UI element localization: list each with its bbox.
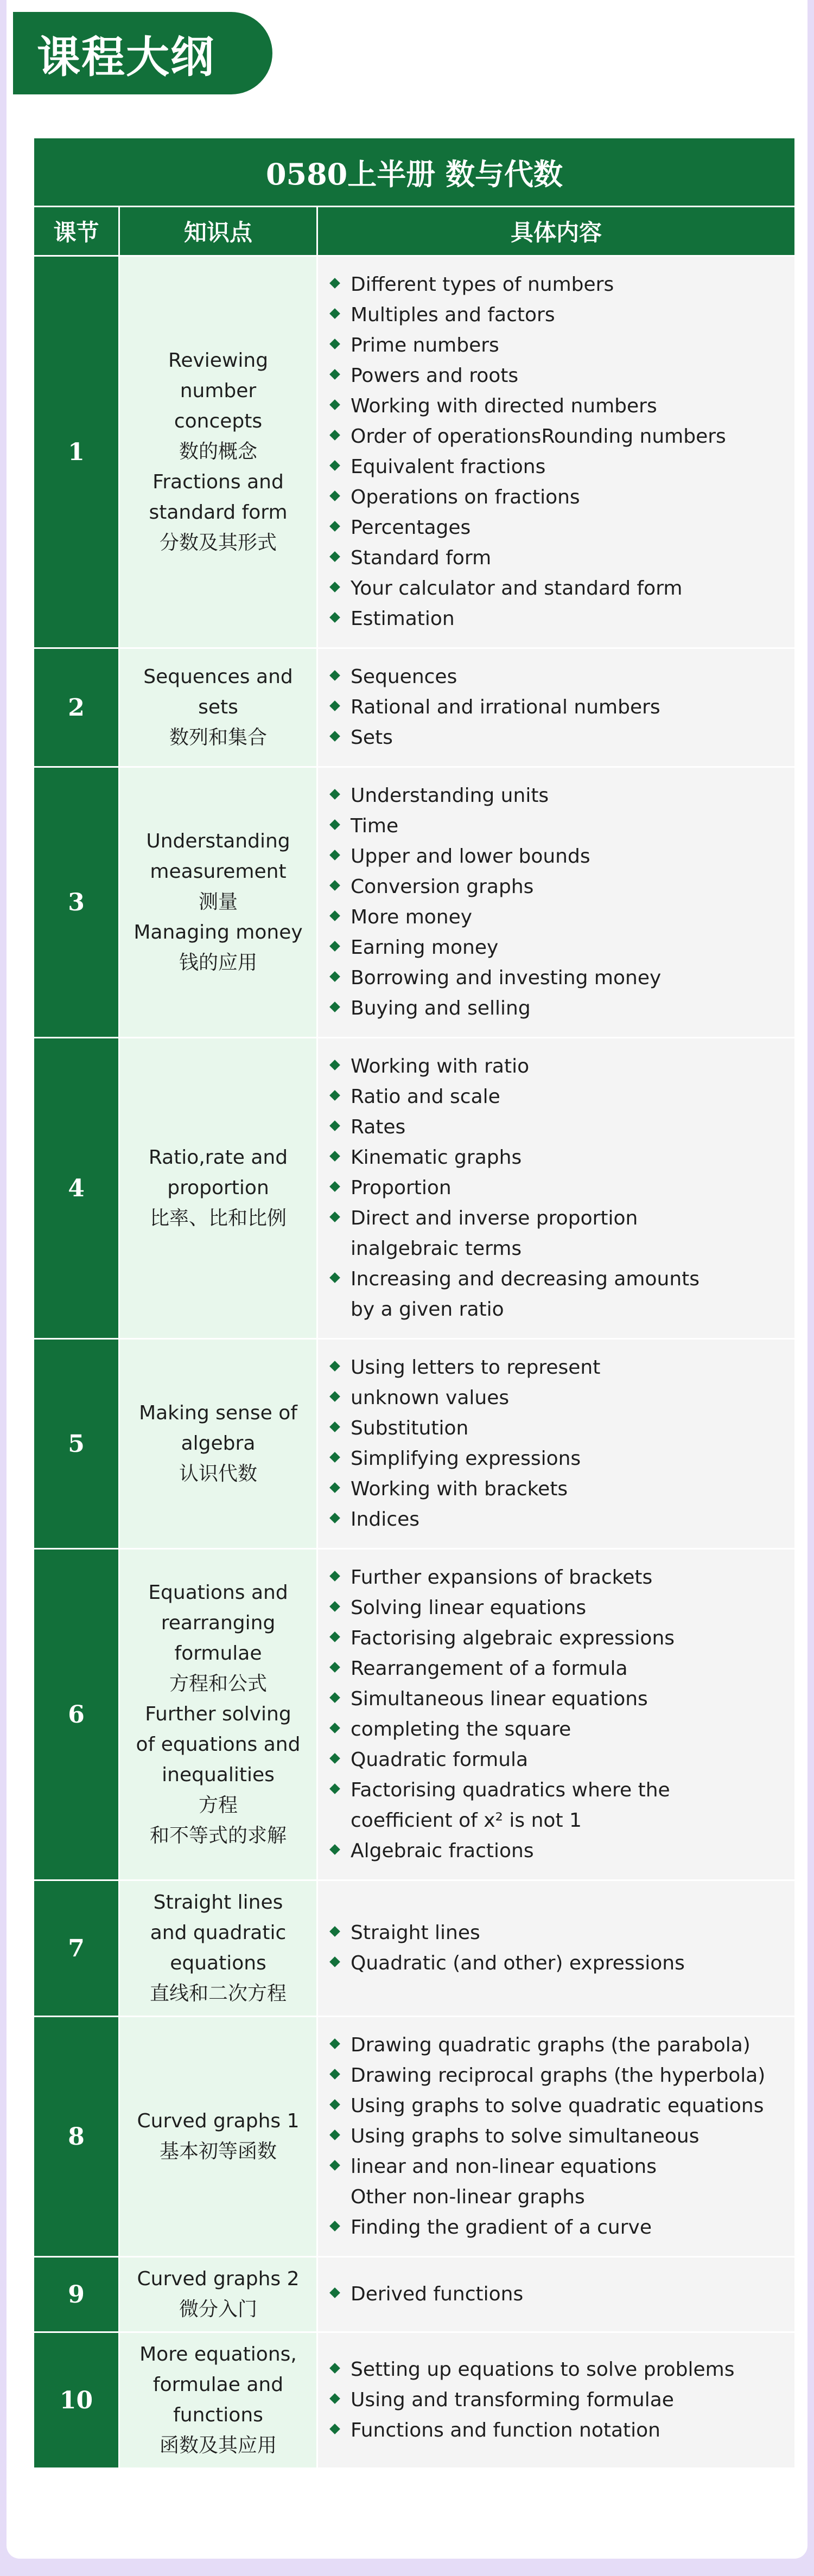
content-item: [329, 270, 789, 300]
content-item-text: Sequences: [351, 666, 457, 688]
content-item-text: Multiples and factors: [351, 304, 555, 326]
content-item-text: Further expansions of brackets: [351, 1566, 653, 1589]
content-item: [329, 872, 789, 902]
content-item-continuation: [329, 1806, 789, 1836]
table-row: [34, 2332, 796, 2469]
content-item: [329, 1593, 789, 1623]
lesson-number: 9: [34, 2257, 119, 2332]
table-row: [34, 2017, 796, 2257]
content-item-text: unknown values: [351, 1387, 510, 1409]
table-row: [34, 1038, 796, 1339]
content-item-text: Using letters to represent: [351, 1356, 601, 1379]
content-item: [329, 963, 789, 993]
diamond-bullet-icon: [329, 941, 340, 952]
diamond-bullet-icon: [329, 850, 340, 860]
topic-line: algebra: [181, 1432, 256, 1455]
content-item-text: Factorising quadratics where the: [351, 1779, 670, 1801]
content-list: [329, 270, 789, 634]
content-item: [329, 330, 789, 361]
table-row: [34, 1880, 796, 2017]
content-item-continuation: [329, 2182, 789, 2212]
content-item: [329, 2061, 789, 2091]
content-list: [329, 1353, 789, 1535]
syllabus-table: [33, 137, 796, 2469]
diamond-bullet-icon: [329, 1002, 340, 1012]
syllabus-page: [7, 0, 807, 2559]
diamond-bullet-icon: [329, 2038, 340, 2049]
content-item-text: Time: [351, 815, 399, 837]
content-item: [329, 2121, 789, 2152]
content-item: [329, 2091, 789, 2121]
diamond-bullet-icon: [329, 369, 340, 380]
content-item-text: Simplifying expressions: [351, 1448, 581, 1470]
column-header-topic: 知识点: [119, 207, 317, 256]
diamond-bullet-icon: [329, 551, 340, 562]
diamond-bullet-icon: [329, 1361, 340, 1372]
content-item-text: Finding the gradient of a curve: [351, 2216, 652, 2239]
content-item: [329, 723, 789, 753]
topic-line: rearranging: [161, 1612, 276, 1634]
topic-line: 方程和公式: [169, 1673, 267, 1695]
topic-line: 数的概念: [179, 441, 257, 463]
diamond-bullet-icon: [329, 1692, 340, 1703]
content-item-continuation: [329, 1295, 789, 1325]
content-item: [329, 933, 789, 963]
diamond-bullet-icon: [329, 1272, 340, 1283]
content-item: [329, 1203, 789, 1234]
content-item-continuation: [329, 1234, 789, 1264]
topic-line: functions: [173, 2404, 263, 2426]
diamond-bullet-icon: [329, 1723, 340, 1733]
diamond-bullet-icon: [329, 1482, 340, 1493]
column-header-content: 具体内容: [317, 207, 796, 256]
content-item: [329, 692, 789, 723]
diamond-bullet-icon: [329, 1421, 340, 1432]
content-item: [329, 1353, 789, 1383]
topic-line: Curved graphs 2: [137, 2268, 300, 2290]
diamond-bullet-icon: [329, 2287, 340, 2298]
content-list: [329, 2279, 789, 2310]
content-list: [329, 781, 789, 1024]
section-title: 课程大纲: [13, 12, 272, 94]
content-item-text: Rational and irrational numbers: [351, 696, 660, 718]
syllabus-table-container: [33, 137, 794, 2469]
content-item-text: Upper and lower bounds: [351, 845, 590, 868]
topic-line: Straight lines: [153, 1891, 283, 1914]
topic-line: Ratio,rate and: [148, 1146, 288, 1169]
diamond-bullet-icon: [329, 2160, 340, 2171]
content-item-text: Your calculator and standard form: [351, 577, 683, 600]
diamond-bullet-icon: [329, 1181, 340, 1192]
topic-cell: [119, 648, 317, 767]
content-item: [329, 1143, 789, 1173]
topic-line: 比率、比和比例: [149, 1207, 287, 1229]
diamond-bullet-icon: [329, 880, 340, 891]
diamond-bullet-icon: [329, 308, 340, 319]
content-item-text: Proportion: [351, 1177, 451, 1199]
content-item: [329, 841, 789, 872]
content-item: [329, 993, 789, 1024]
topic-line: Further solving: [145, 1703, 291, 1725]
content-item-text: Factorising algebraic expressions: [351, 1627, 675, 1649]
lesson-number: 10: [34, 2332, 119, 2469]
content-item-text: Substitution: [351, 1417, 469, 1439]
content-item: [329, 1654, 789, 1684]
content-item-text: Different types of numbers: [351, 273, 614, 296]
content-cell: [317, 2257, 796, 2332]
content-item: [329, 1684, 789, 1714]
content-list: [329, 1918, 789, 1979]
topic-cell: [119, 2257, 317, 2332]
content-item: [329, 1173, 789, 1203]
topic-line: 直线和二次方程: [149, 1982, 287, 2005]
diamond-bullet-icon: [329, 971, 340, 982]
topic-cell: [119, 2332, 317, 2469]
diamond-bullet-icon: [329, 1926, 340, 1937]
lesson-number: 2: [34, 648, 119, 767]
content-item: [329, 781, 789, 811]
content-item-text: inalgebraic terms: [351, 1238, 522, 1260]
topic-line: 钱的应用: [179, 952, 257, 974]
diamond-bullet-icon: [329, 2393, 340, 2404]
topic-line: equations: [170, 1952, 266, 1974]
diamond-bullet-icon: [329, 1844, 340, 1855]
content-item-text: Equivalent fractions: [351, 456, 546, 478]
content-item-text: Rates: [351, 1116, 406, 1138]
topic-line: 方程: [198, 1794, 238, 1816]
content-item-text: Sets: [351, 726, 393, 749]
topic-line: 微分入门: [179, 2298, 257, 2320]
content-item-text: Order of operationsRounding numbers: [351, 425, 726, 448]
lesson-number: 1: [34, 256, 119, 648]
diamond-bullet-icon: [329, 700, 340, 711]
topic-line: standard form: [149, 501, 288, 524]
content-item: [329, 300, 789, 330]
diamond-bullet-icon: [329, 1090, 340, 1101]
content-item: [329, 543, 789, 573]
topic-cell: [119, 2017, 317, 2257]
topic-line: Making sense of: [139, 1402, 297, 1424]
topic-cell: [119, 1549, 317, 1880]
diamond-bullet-icon: [329, 2363, 340, 2374]
content-cell: [317, 1339, 796, 1549]
topic-line: proportion: [167, 1177, 269, 1199]
content-item: [329, 2212, 789, 2243]
table-header-row: [34, 207, 796, 256]
content-item: [329, 1563, 789, 1593]
diamond-bullet-icon: [329, 1151, 340, 1162]
content-item-text: Algebraic fractions: [351, 1840, 534, 1862]
table-row: [34, 648, 796, 767]
topic-cell: [119, 1339, 317, 1549]
content-item-text: Indices: [351, 1508, 419, 1531]
content-item: [329, 1264, 789, 1295]
topic-line: Managing money: [133, 921, 303, 943]
content-cell: [317, 648, 796, 767]
content-item-text: Powers and roots: [351, 365, 519, 387]
content-item-text: Rearrangement of a formula: [351, 1657, 628, 1680]
content-item: [329, 513, 789, 543]
topic-line: 认识代数: [179, 1463, 257, 1485]
topic-line: 分数及其形式: [159, 532, 277, 554]
table-row: [34, 1339, 796, 1549]
content-item-text: Ratio and scale: [351, 1086, 500, 1108]
content-item: [329, 2415, 789, 2446]
content-item-text: Drawing quadratic graphs (the parabola): [351, 2034, 751, 2056]
content-item-text: Quadratic (and other) expressions: [351, 1952, 685, 1974]
content-item: [329, 1051, 789, 1082]
content-item-text: Direct and inverse proportion: [351, 1207, 638, 1229]
content-item: [329, 1714, 789, 1745]
topic-line: number: [180, 380, 257, 402]
content-item-text: Operations on fractions: [351, 486, 580, 508]
content-item: [329, 422, 789, 452]
topic-line: inequalities: [162, 1764, 275, 1786]
topic-line: Fractions and: [152, 471, 284, 493]
column-header-lesson: 课节: [34, 207, 119, 256]
content-item: [329, 811, 789, 841]
diamond-bullet-icon: [329, 731, 340, 742]
topic-line: Understanding: [146, 830, 290, 852]
diamond-bullet-icon: [329, 399, 340, 410]
diamond-bullet-icon: [329, 1212, 340, 1222]
content-item-text: Using graphs to solve quadratic equations: [351, 2095, 764, 2117]
content-item-text: Kinematic graphs: [351, 1146, 522, 1169]
content-list: [329, 2355, 789, 2446]
diamond-bullet-icon: [329, 460, 340, 471]
diamond-bullet-icon: [329, 2129, 340, 2140]
content-cell: [317, 1549, 796, 1880]
content-item: [329, 1775, 789, 1806]
content-item: [329, 604, 789, 634]
content-item: [329, 482, 789, 513]
diamond-bullet-icon: [329, 1783, 340, 1794]
content-item-text: completing the square: [351, 1718, 571, 1740]
content-item: [329, 1745, 789, 1775]
topic-cell: [119, 767, 317, 1038]
content-item: [329, 902, 789, 933]
content-item-text: Buying and selling: [351, 997, 531, 1019]
content-item-text: linear and non-linear equations: [351, 2156, 657, 2178]
diamond-bullet-icon: [329, 1452, 340, 1463]
diamond-bullet-icon: [329, 1571, 340, 1582]
content-item-text: Working with ratio: [351, 1055, 530, 1077]
topic-line: formulae and: [152, 2374, 284, 2396]
topic-line: 和不等式的求解: [149, 1825, 287, 1847]
content-item-text: Using graphs to solve simultaneous: [351, 2125, 699, 2147]
topic-line: Curved graphs 1: [137, 2110, 300, 2132]
content-item-text: by a given ratio: [351, 1298, 504, 1321]
table-row: [34, 256, 796, 648]
content-item: [329, 1112, 789, 1143]
content-item-text: Estimation: [351, 608, 455, 630]
table-title-row: [34, 138, 796, 207]
lesson-number: 8: [34, 2017, 119, 2257]
diamond-bullet-icon: [329, 2424, 340, 2434]
diamond-bullet-icon: [329, 670, 340, 681]
content-item: [329, 1623, 789, 1654]
content-item: [329, 1383, 789, 1413]
table-row: [34, 1549, 796, 1880]
content-item-text: Increasing and decreasing amounts: [351, 1268, 700, 1290]
topic-cell: [119, 1038, 317, 1339]
content-cell: [317, 2017, 796, 2257]
content-item-text: Solving linear equations: [351, 1597, 587, 1619]
topic-cell: [119, 256, 317, 648]
topic-line: More equations,: [139, 2343, 297, 2365]
content-item-text: Drawing reciprocal graphs (the hyperbola): [351, 2064, 766, 2087]
diamond-bullet-icon: [329, 819, 340, 830]
topic-line: 测量: [198, 891, 238, 913]
topic-line: concepts: [174, 410, 263, 432]
content-item-text: Working with brackets: [351, 1478, 568, 1500]
content-item-text: Other non-linear graphs: [351, 2186, 585, 2208]
topic-line: and quadratic: [150, 1922, 287, 1944]
table-row: [34, 767, 796, 1038]
content-cell: [317, 1038, 796, 1339]
table-row: [34, 2257, 796, 2332]
diamond-bullet-icon: [329, 582, 340, 592]
content-list: [329, 2030, 789, 2243]
content-cell: [317, 767, 796, 1038]
content-list: [329, 1051, 789, 1325]
topic-cell: [119, 1880, 317, 2017]
diamond-bullet-icon: [329, 430, 340, 441]
content-item-text: Standard form: [351, 547, 492, 569]
diamond-bullet-icon: [329, 2099, 340, 2110]
diamond-bullet-icon: [329, 1391, 340, 1402]
content-item: [329, 1444, 789, 1474]
lesson-number: 7: [34, 1880, 119, 2017]
content-item-text: coefficient of x² is not 1: [351, 1809, 582, 1832]
diamond-bullet-icon: [329, 1631, 340, 1642]
content-cell: [317, 1880, 796, 2017]
topic-line: Reviewing: [168, 349, 269, 372]
diamond-bullet-icon: [329, 1753, 340, 1764]
content-cell: [317, 256, 796, 648]
topic-line: Sequences and: [143, 666, 293, 688]
content-item-text: Using and transforming formulae: [351, 2389, 674, 2411]
content-item: [329, 2030, 789, 2061]
diamond-bullet-icon: [329, 910, 340, 921]
content-item: [329, 1413, 789, 1444]
content-item: [329, 662, 789, 692]
content-list: [329, 662, 789, 753]
content-item: [329, 1082, 789, 1112]
content-item-text: Derived functions: [351, 2283, 524, 2305]
content-item-text: Setting up equations to solve problems: [351, 2358, 735, 2381]
content-item-text: Earning money: [351, 936, 499, 959]
content-item: [329, 2152, 789, 2182]
content-item-text: Functions and function notation: [351, 2419, 660, 2441]
lesson-number: 6: [34, 1549, 119, 1880]
content-item: [329, 1948, 789, 1979]
content-item: [329, 391, 789, 422]
content-item-text: Percentages: [351, 517, 471, 539]
diamond-bullet-icon: [329, 789, 340, 800]
content-item: [329, 2385, 789, 2415]
topic-line: 基本初等函数: [159, 2140, 277, 2163]
content-item-text: Conversion graphs: [351, 876, 534, 898]
content-item-text: Quadratic formula: [351, 1749, 529, 1771]
content-item-text: Understanding units: [351, 785, 549, 807]
diamond-bullet-icon: [329, 1662, 340, 1673]
diamond-bullet-icon: [329, 521, 340, 532]
diamond-bullet-icon: [329, 2069, 340, 2080]
content-item-text: Working with directed numbers: [351, 395, 657, 417]
diamond-bullet-icon: [329, 339, 340, 349]
diamond-bullet-icon: [329, 612, 340, 623]
content-item-text: Borrowing and investing money: [351, 967, 662, 989]
content-item: [329, 361, 789, 391]
content-item-text: More money: [351, 906, 473, 928]
diamond-bullet-icon: [329, 2221, 340, 2231]
diamond-bullet-icon: [329, 490, 340, 501]
topic-line: formulae: [174, 1642, 262, 1665]
table-body: [34, 256, 796, 2469]
content-item: [329, 1918, 789, 1948]
topic-line: 函数及其应用: [159, 2434, 277, 2457]
lesson-number: 5: [34, 1339, 119, 1549]
diamond-bullet-icon: [329, 1513, 340, 1523]
content-cell: [317, 2332, 796, 2469]
topic-line: of equations and: [136, 1733, 301, 1756]
content-item: [329, 573, 789, 604]
diamond-bullet-icon: [329, 278, 340, 289]
content-item-text: Straight lines: [351, 1922, 480, 1944]
lesson-number: 3: [34, 767, 119, 1038]
content-item: [329, 2355, 789, 2385]
topic-line: sets: [198, 696, 238, 718]
content-item: [329, 1474, 789, 1504]
content-item: [329, 452, 789, 482]
content-item-text: Simultaneous linear equations: [351, 1688, 648, 1710]
table-title: 0580上半册 数与代数: [34, 138, 796, 207]
topic-line: Equations and: [148, 1582, 288, 1604]
content-item: [329, 2279, 789, 2310]
diamond-bullet-icon: [329, 1120, 340, 1131]
content-list: [329, 1563, 789, 1866]
diamond-bullet-icon: [329, 1601, 340, 1612]
topic-line: measurement: [150, 860, 287, 883]
diamond-bullet-icon: [329, 1956, 340, 1967]
content-item: [329, 1504, 789, 1535]
diamond-bullet-icon: [329, 1060, 340, 1070]
content-item: [329, 1836, 789, 1866]
lesson-number: 4: [34, 1038, 119, 1339]
topic-line: 数列和集合: [169, 726, 267, 749]
content-item-text: Prime numbers: [351, 334, 499, 356]
